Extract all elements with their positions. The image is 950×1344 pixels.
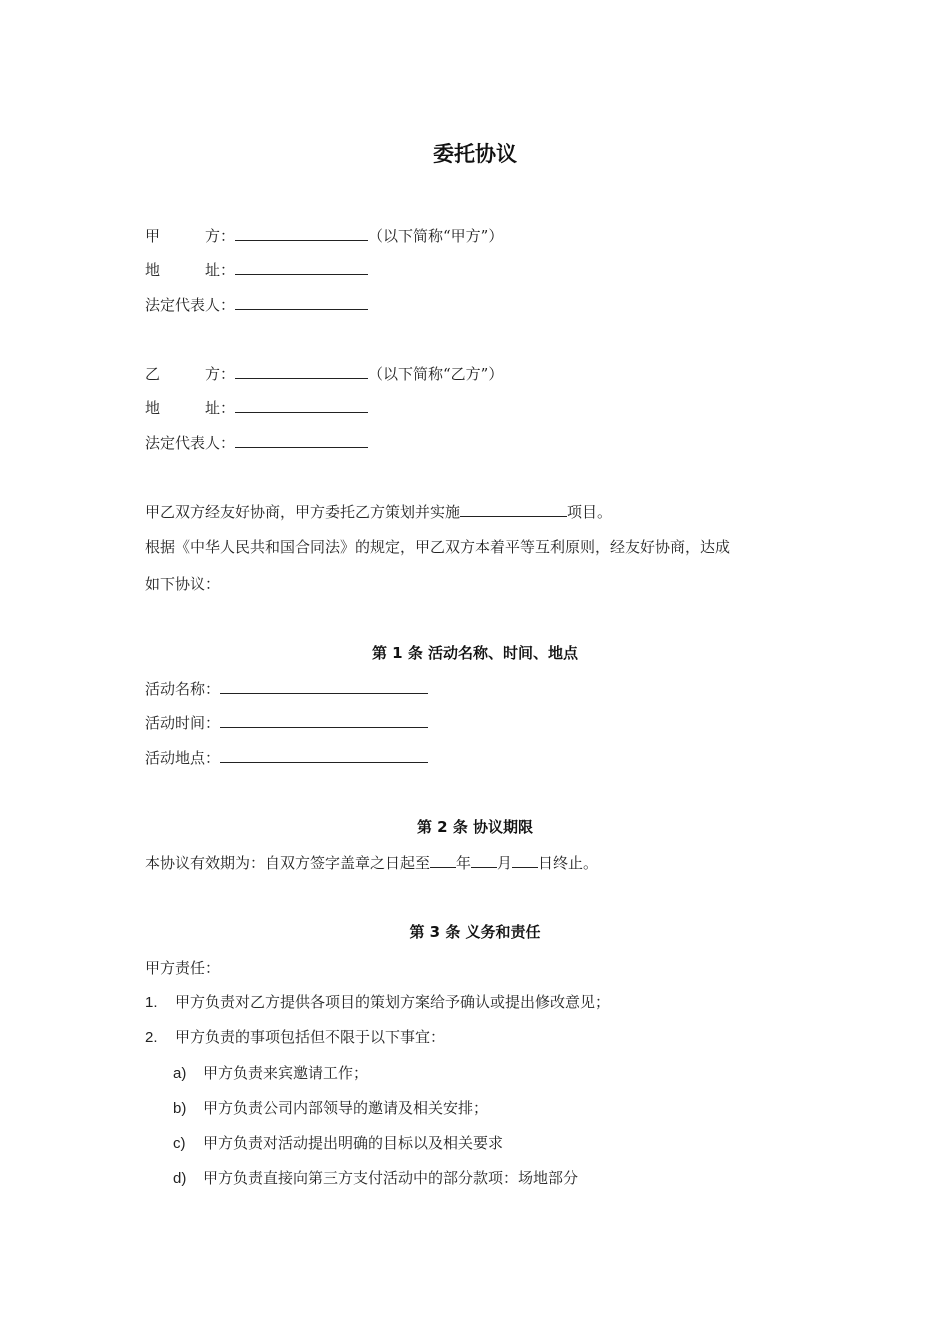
sub-list-item-text: 甲方负责公司内部领导的邀请及相关安排； — [203, 1099, 489, 1117]
party-a-address-blank — [235, 260, 368, 275]
activity-place-blank — [220, 748, 428, 763]
party-a-name-line — [145, 226, 503, 246]
sub-list-item-letter: b) — [173, 1100, 187, 1117]
activity-name-line — [145, 679, 428, 699]
party-b-address-label: 地 址： — [145, 399, 236, 417]
term-month: 月 — [497, 854, 513, 872]
term-month-blank — [471, 853, 497, 868]
article-3-heading: 第 3 条 义务和责任 — [409, 923, 541, 941]
intro-line-1-suffix: 项目。 — [567, 503, 613, 521]
party-a-address-label: 地 址： — [145, 261, 236, 279]
project-blank — [460, 502, 567, 517]
activity-time-label: 活动时间： — [145, 714, 221, 732]
intro-line-2: 根据《中华人民共和国合同法》的规定，甲乙双方本着平等互利原则，经友好协商，达成 — [145, 538, 731, 556]
intro-line-1 — [145, 502, 612, 522]
list-item-text: 甲方负责对乙方提供各项目的策划方案给予确认或提出修改意见； — [175, 993, 611, 1011]
sub-list-item-letter: a) — [173, 1065, 187, 1082]
party-b-address-line — [145, 398, 368, 418]
activity-time-line — [145, 713, 428, 733]
term-year: 年 — [456, 854, 472, 872]
activity-place-label: 活动地点： — [145, 749, 221, 767]
sub-list-item — [173, 1133, 503, 1154]
activity-time-blank — [220, 713, 428, 728]
list-item — [145, 992, 610, 1013]
party-b-name-suffix: （以下简称“乙方”） — [368, 365, 504, 383]
term-prefix: 本协议有效期为：自双方签字盖章之日起至 — [145, 854, 431, 872]
sub-list-item — [173, 1098, 488, 1119]
party-a-name-blank — [235, 226, 368, 241]
sub-list-item-text: 甲方负责对活动提出明确的目标以及相关要求 — [203, 1134, 504, 1152]
party-a-name-label: 甲 方： — [145, 227, 236, 245]
party-b-rep-blank — [235, 433, 368, 448]
activity-name-blank — [220, 679, 428, 694]
party-a-rep-line — [145, 295, 368, 315]
party-b-name-blank — [235, 364, 368, 379]
party-b-address-blank — [235, 398, 368, 413]
list-item-number: 1. — [145, 994, 158, 1011]
party-b-name-label: 乙 方： — [145, 365, 236, 383]
party-b-rep-line — [145, 433, 368, 453]
activity-name-label: 活动名称： — [145, 680, 221, 698]
party-a-rep-blank — [235, 295, 368, 310]
list-item-number: 2. — [145, 1029, 158, 1046]
party-a-address-line — [145, 260, 368, 280]
activity-place-line — [145, 748, 428, 768]
sub-list-item-letter: d) — [173, 1170, 187, 1187]
article-1-heading: 第 1 条 活动名称、时间、地点 — [371, 644, 579, 662]
party-b-name-line — [145, 364, 503, 384]
term-day-suffix: 日终止。 — [538, 854, 599, 872]
list-item — [145, 1027, 445, 1048]
sub-list-item — [173, 1063, 368, 1084]
term-year-blank — [430, 853, 456, 868]
document-title: 委托协议 — [433, 142, 517, 166]
intro-line-1-prefix: 甲乙双方经友好协商，甲方委托乙方策划并实施 — [145, 503, 461, 521]
sub-list-item-text: 甲方负责直接向第三方支付活动中的部分款项：场地部分 — [203, 1169, 579, 1187]
party-a-rep-label: 法定代表人： — [145, 296, 236, 314]
term-day-blank — [512, 853, 538, 868]
term-line — [145, 853, 598, 873]
sub-list-item-text: 甲方负责来宾邀请工作； — [203, 1064, 369, 1082]
party-a-name-suffix: （以下简称“甲方”） — [368, 227, 504, 245]
intro-line-3: 如下协议： — [145, 575, 221, 593]
sub-list-item — [173, 1168, 578, 1189]
article-2-heading: 第 2 条 协议期限 — [416, 818, 534, 836]
sub-list-item-letter: c) — [173, 1135, 186, 1152]
party-b-rep-label: 法定代表人： — [145, 434, 236, 452]
list-item-text: 甲方负责的事项包括但不限于以下事宜： — [175, 1028, 446, 1046]
party-a-duty-label: 甲方责任： — [145, 959, 221, 977]
